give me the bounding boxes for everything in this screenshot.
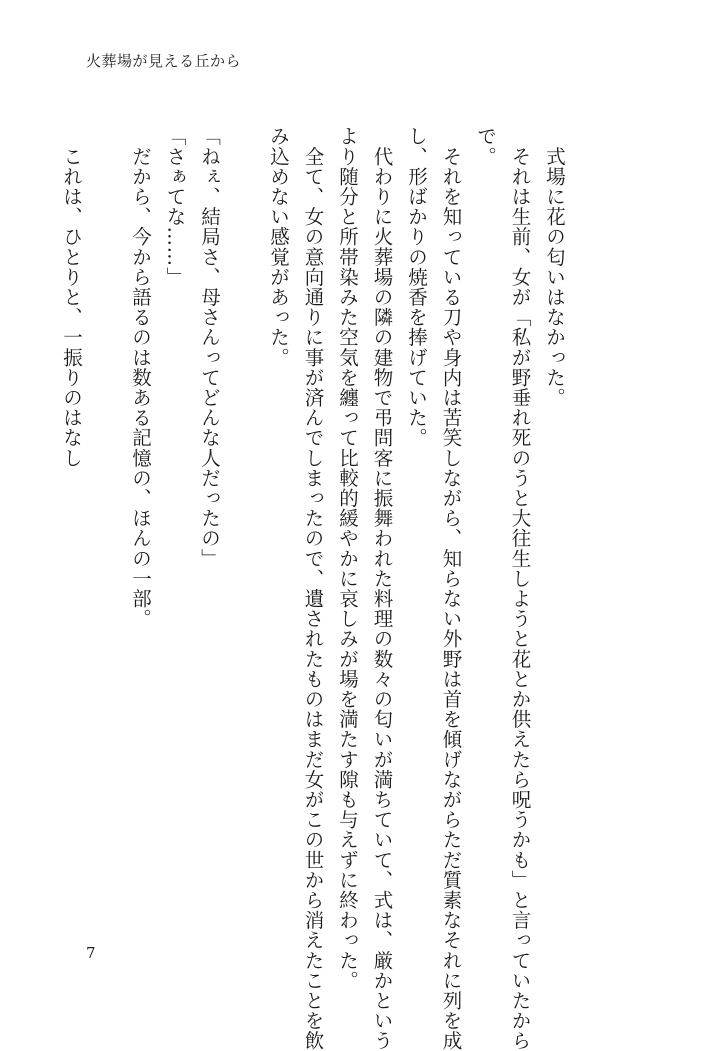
text-line: 全て、女の意向通りに事が済んでしまったので、遺されたものはまだ女がこの世から消えたことを飲 [301, 126, 325, 1051]
vertical-body-text [54, 126, 572, 1051]
dialogue-line: 「さぁてな……」 [163, 126, 187, 287]
blank-line [88, 126, 123, 946]
dialogue-line: 「ねぇ、結局さ、母さんってどんな人だったの」 [198, 126, 221, 569]
text-line: し、形ばかりの焼香を捧げていた。 [405, 126, 428, 448]
running-header: 火葬場が見える丘から [86, 52, 242, 70]
page-number: 7 [86, 944, 96, 962]
blank-line [226, 126, 261, 946]
text-line: で。 [474, 126, 497, 167]
text-line: これは、ひとりと、一振りのはなし [60, 126, 83, 468]
text-line: それを知っている刀や身内は苦笑しながら、知らない外野は首を傾げながらただ質素なそれに列を成 [439, 126, 463, 1051]
text-line: み込めない感覚があった。 [267, 126, 290, 368]
text-line: より随分と所帯染みた空気を纏って比較的緩やかに哀しみが場を満たす隙も与えずに終わった。 [336, 126, 359, 991]
text-line: 代わりに火葬場の隣の建物で弔問客に振舞われた料理の数々の匂いが満ちていて、式は、厳かという [370, 126, 394, 1051]
text-line: それは生前、女が「私が野垂れ死のうと大往生しようと花とか供えたら呪うかも」と言っていたから [508, 126, 532, 1051]
text-line: 式場に花の匂いはなかった。 [543, 126, 566, 408]
text-line: だから、今から語るのは数ある記憶の、ほんの一部。 [129, 126, 152, 629]
